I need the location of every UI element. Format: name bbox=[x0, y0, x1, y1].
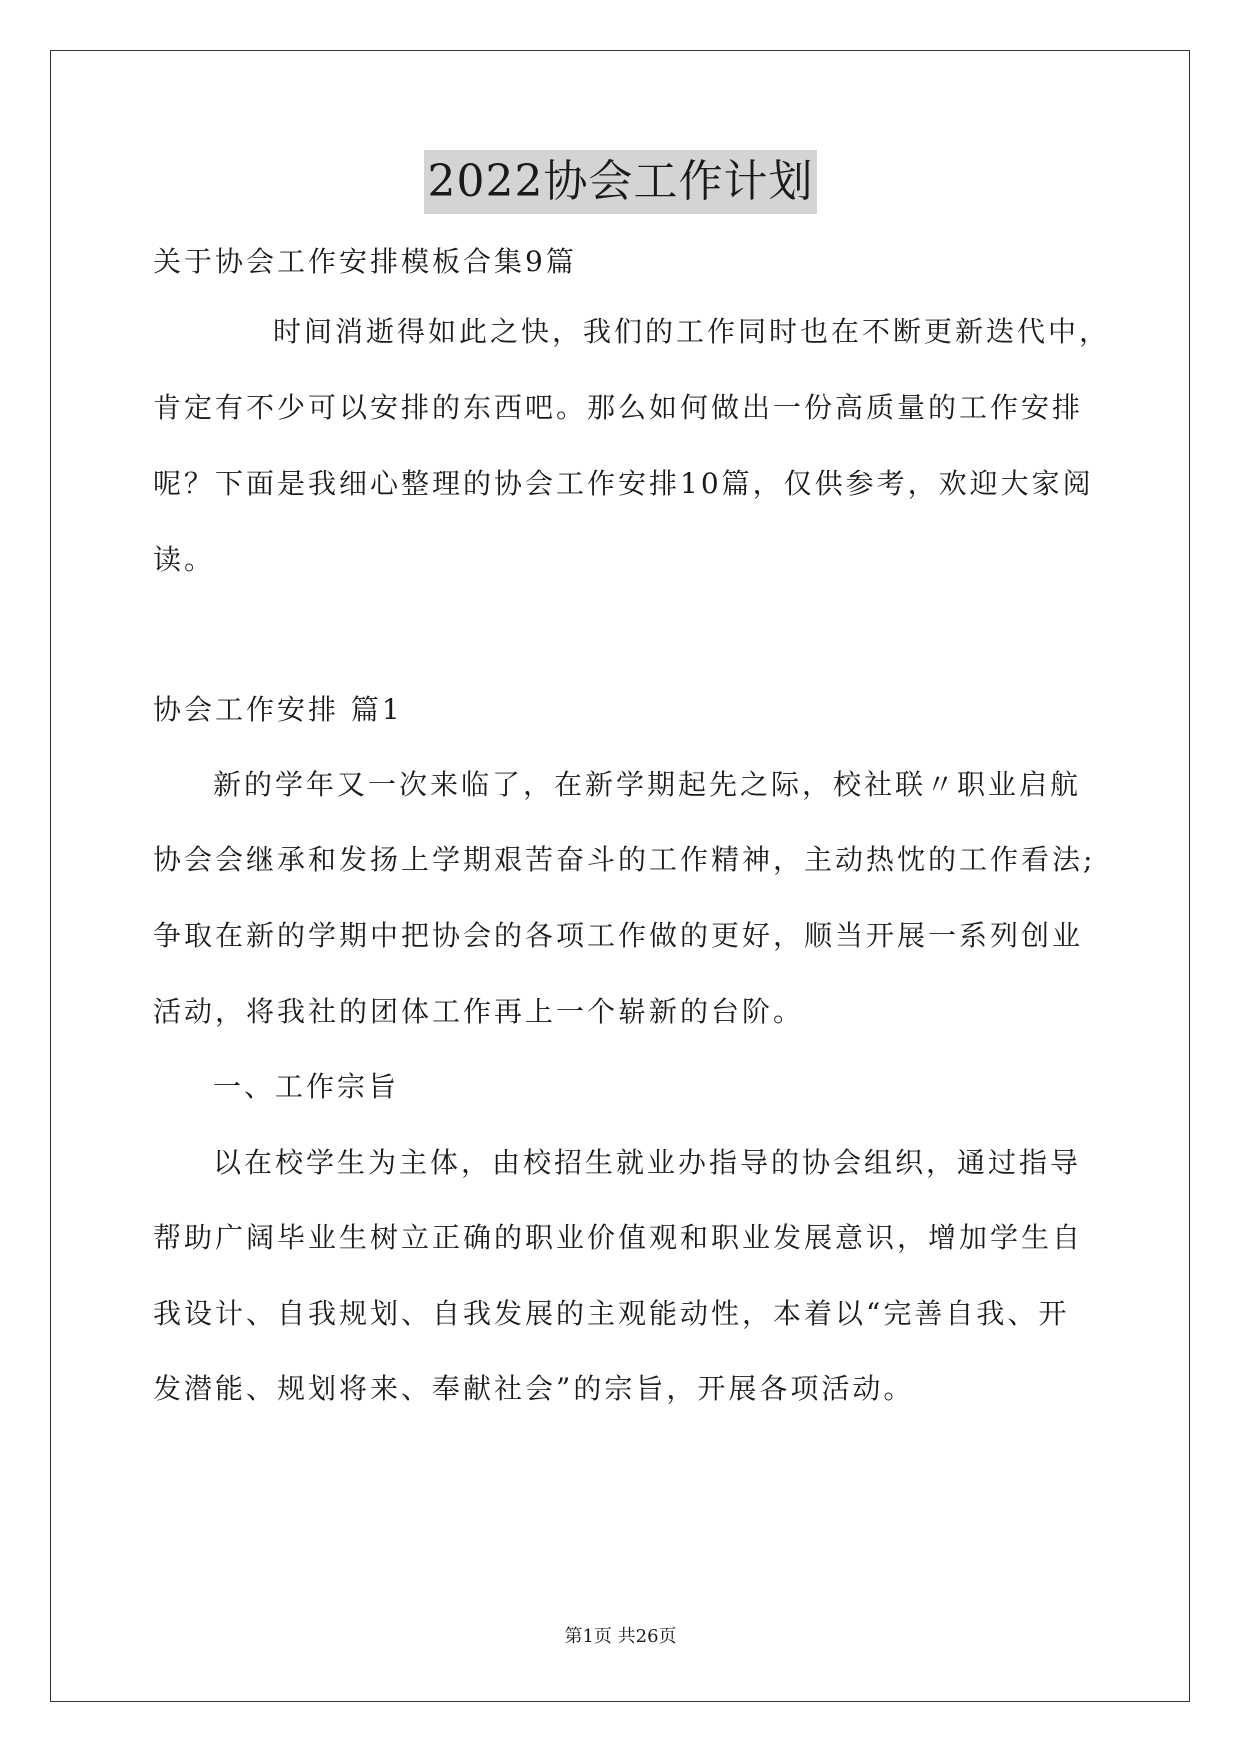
title-container bbox=[0, 150, 1241, 214]
subsection-heading: 一、工作宗旨 bbox=[213, 1070, 400, 1103]
paragraph-line: 新的学年又一次来临了，在新学期起先之际，校社联〃职业启航 bbox=[213, 768, 1082, 801]
paragraph-line: 帮助广阔毕业生树立正确的职业价值观和职业发展意识，增加学生自 bbox=[153, 1221, 1084, 1254]
document-title: 2022协会工作计划 bbox=[424, 150, 818, 214]
paragraph-line: 我设计、自我规划、自我发展的主观能动性，本着以“完善自我、开 bbox=[153, 1297, 1070, 1330]
paragraph-line: 以在校学生为主体，由校招生就业办指导的协会组织，通过指导 bbox=[213, 1146, 1082, 1179]
paragraph-line: 读。 bbox=[153, 543, 216, 576]
paragraph-line: 协会会继承和发扬上学期艰苦奋斗的工作精神，主动热忱的工作看法; bbox=[153, 843, 1096, 876]
paragraph-line: 呢？下面是我细心整理的协会工作安排10篇，仅供参考，欢迎大家阅 bbox=[153, 467, 1094, 500]
page-footer: 第1页 共26页 bbox=[564, 1626, 677, 1647]
section-heading: 协会工作安排 篇1 bbox=[153, 693, 403, 726]
subtitle-line: 关于协会工作安排模板合集9篇 bbox=[153, 245, 577, 278]
paragraph-line: 争取在新的学期中把协会的各项工作做的更好，顺当开展一系列创业 bbox=[153, 919, 1084, 952]
paragraph-line: 活动，将我社的团体工作再上一个崭新的台阶。 bbox=[153, 995, 805, 1028]
paragraph-line: 发潜能、规划将来、奉献社会”的宗旨，开展各项活动。 bbox=[153, 1372, 915, 1405]
paragraph-line: 时间消逝得如此之快，我们的工作同时也在不断更新迭代中， bbox=[273, 315, 1111, 348]
paragraph-line: 肯定有不少可以安排的东西吧。那么如何做出一份高质量的工作安排 bbox=[153, 391, 1084, 424]
